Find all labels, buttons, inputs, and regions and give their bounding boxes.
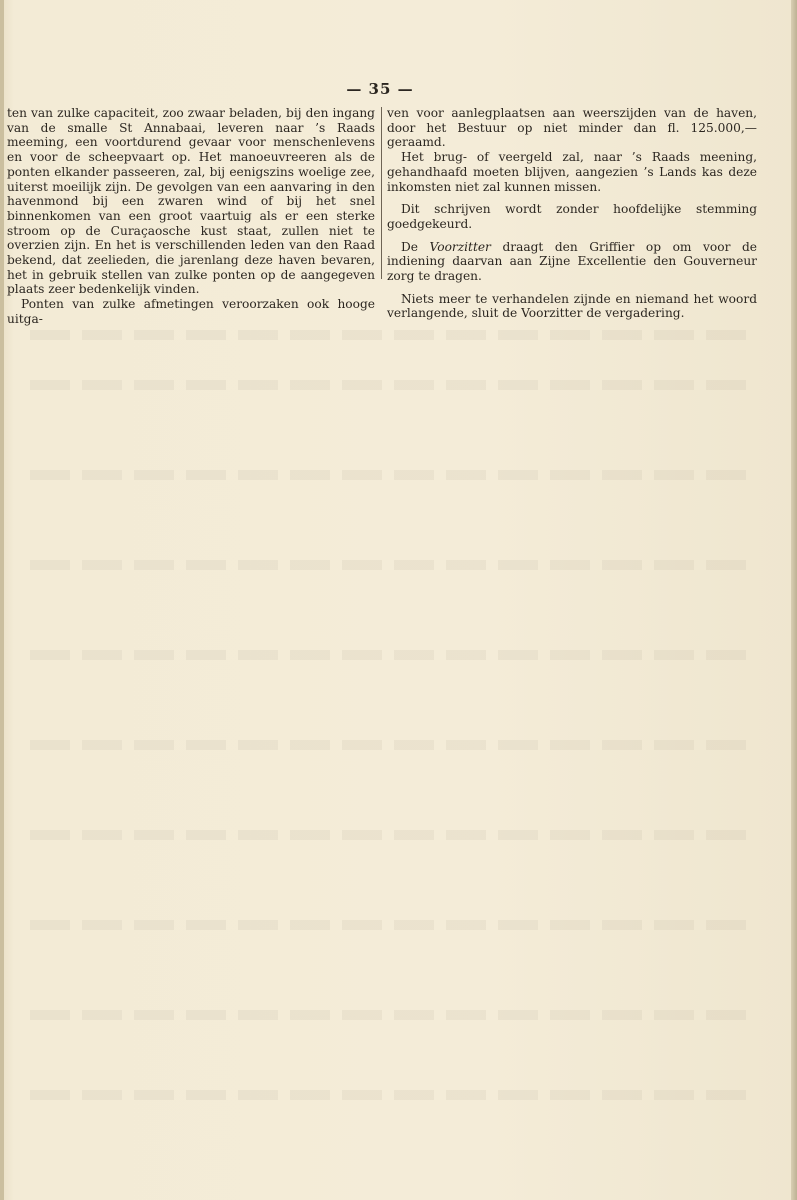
left-paragraph-2: Ponten van zulke afmetingen veroorzaken ook hooge uitga- <box>7 297 375 326</box>
show-through-texture <box>30 1090 750 1100</box>
page-left-edge <box>0 0 4 1200</box>
show-through-texture <box>30 560 750 570</box>
show-through-texture <box>30 470 750 480</box>
show-through-texture <box>30 650 750 660</box>
right-paragraph-1: ven voor aanlegplaatsen aan weerszijden van de haven, door het Bestuur op niet minder dan fl. 125.000,— geraamd. <box>387 106 757 150</box>
show-through-texture <box>30 1010 750 1020</box>
page-right-edge <box>791 0 797 1200</box>
chair-sentence: draagt den Griffier op om voor de indiening daarvan aan Zijne Excellentie den Gouverneur zorg te dragen. <box>387 239 757 284</box>
show-through-texture <box>30 830 750 840</box>
show-through-texture <box>30 740 750 750</box>
left-column <box>7 106 375 327</box>
right-paragraph-5: Niets meer te verhandelen zijnde en niemand het woord verlangende, sluit de Voorzitter de vergadering. <box>387 291 757 321</box>
page-number: — 35 — <box>346 80 414 98</box>
show-through-texture <box>30 380 750 390</box>
right-column <box>387 106 757 321</box>
column-divider <box>381 107 382 279</box>
show-through-texture <box>30 330 750 340</box>
chair-title: Voorzitter <box>429 239 491 254</box>
show-through-texture <box>30 920 750 930</box>
left-paragraph-1: ten van zulke capaciteit, zoo zwaar beladen, bij den ingang van de smalle St Annabaai, leveren naar ’s Raads meeming, een voortdurend gevaar voor menschenlevens en voor de scheepvaart op. Het manoeuvreeren als de ponten elkander passeeren, zal, bij eenigszins woelige zee, uiterst moeilijk zijn. De gevolgen van een aanvaring in den havenmond bij een zwaren wind of bij het snel binnenkomen van een groot vaartuig als er een sterke stroom op de Curaçaosche kust staat, zullen niet te overzien zijn. En het is verschillenden leden van den Raad bekend, dat zeelieden, die jarenlang deze haven bevaren, het in gebruik stellen van zulke ponten op de aangegeven plaats zeer bedenkelijk vinden. <box>7 106 375 297</box>
right-paragraph-4 <box>387 240 757 284</box>
right-paragraph-3: Dit schrijven wordt zonder hoofdelijke stemming goedgekeurd. <box>387 202 757 231</box>
right-paragraph-2: Het brug- of veergeld zal, naar ’s Raads meening, gehandhaafd moeten blijven, aangezien ’s Lands kas deze inkomsten niet zal kunnen missen. <box>387 150 757 194</box>
chair-prefix: De <box>401 239 430 254</box>
